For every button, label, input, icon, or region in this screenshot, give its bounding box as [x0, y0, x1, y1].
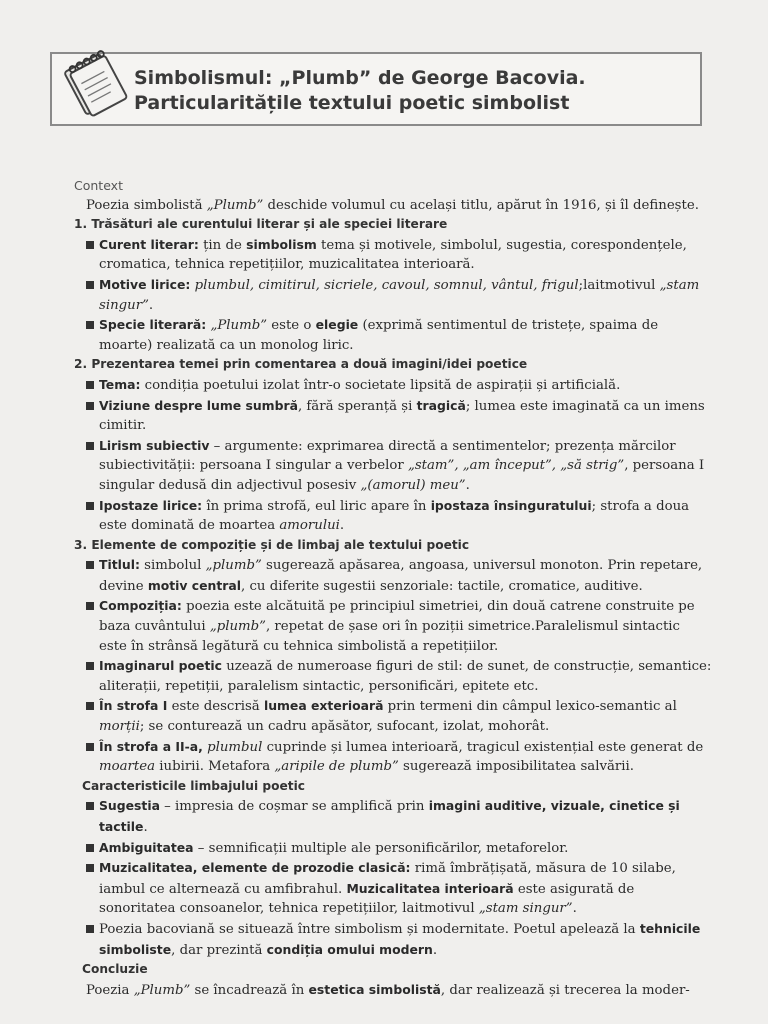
list-item: [86, 496, 712, 536]
list-item: [86, 596, 712, 656]
item-label: Lirism subiectiv: [99, 437, 210, 453]
bold-text: ipostaza însinguratului: [430, 497, 592, 513]
italic-text: plumbul, cimitirul, sicriele, cavoul, somnul, vântul, frigul: [194, 277, 579, 293]
text: ; se conturează un cadru apăsător, sufocant, izolat, mohorât.: [139, 719, 550, 735]
bold-text: imagini auditive, vizuale, cinetice și tactile: [99, 798, 680, 834]
text: este asigurată de sonoritatea consoanelor, tehnica repetițiilor, laitmotivul: [99, 881, 635, 917]
list-item: [86, 315, 712, 355]
text: ; lumea este imaginată ca un imens cimitir.: [99, 398, 705, 434]
text: țin de: [198, 237, 247, 253]
bullet-icon: [86, 925, 94, 933]
item-label: Ambiguitatea: [99, 839, 194, 855]
text: .: [465, 477, 470, 493]
item-label: Curent literar:: [99, 236, 199, 252]
text: ; strofa a doua este dominată de moartea: [99, 498, 690, 534]
text: , persoana I singular dedusă din adjectivul posesiv: [99, 458, 705, 493]
list-item: [86, 235, 712, 275]
italic-text: „Plumb”: [210, 318, 268, 334]
title-line-1: Simbolismul: „Plumb” de George Bacovia.: [134, 67, 586, 89]
italic-text: „plumb”: [205, 558, 262, 574]
text: (exprimă sentimentul de tristețe, spaima de moarte) realizată ca un monolog liric.: [99, 318, 659, 353]
text: , fără speranță și: [297, 398, 417, 414]
conclusion-paragraph: [52, 980, 712, 1001]
item-label: Sugestia: [99, 798, 160, 814]
italic-text: plumbul: [207, 739, 263, 755]
bold-text: simbolism: [246, 236, 317, 252]
text: uzează de numeroase figuri de stil: de sunet, de construcție, semantice: aliterații, repetiții, paralelism sintactic, personificări, epitete etc.: [99, 659, 712, 694]
text: „Plumb”: [206, 197, 264, 213]
item-label: În strofa a II-a,: [99, 738, 203, 754]
list-item: [86, 375, 712, 396]
section-heading-3: 3. Elemente de compoziție și de limbaj ale textului poetic: [74, 537, 470, 552]
text: – impresia de coșmar se amplifică prin: [159, 799, 429, 815]
text: .: [339, 518, 345, 534]
bold-text: tehnicile simboliste: [99, 920, 701, 957]
bold-text: Muzicalitatea interioară: [346, 880, 514, 896]
text: , dar realizează și trecerea la moder-: [440, 982, 690, 998]
bullet-icon: [86, 402, 94, 410]
text: deschide volumul cu același titlu, apărut în 1916, și îl definește.: [263, 197, 699, 213]
text: tema și motivele, simbolul, sugestia, corespondențele, cromatica, tehnica repetițiilor, muzicalitatea interioară.: [99, 237, 687, 273]
text: poezia este alcătuită pe principiul simetriei, din două catrene construite pe baza cuvântului: [99, 599, 695, 635]
text: rimă îmbrățișată, măsura de 10 silabe, iambul ce alternează cu amfibrahul.: [99, 861, 676, 897]
text: , dar prezintă: [171, 942, 267, 958]
text: sugerează apăsarea, angoasa, universul monoton. Prin repetare, devine: [99, 558, 703, 594]
italic-text: amorului: [279, 518, 340, 534]
bullet-icon: [86, 442, 94, 450]
item-label: Motive lirice:: [99, 276, 191, 292]
text: .: [143, 820, 148, 835]
notebook-icon: [58, 46, 128, 118]
item-label: Muzicalitatea, elemente de prozodie clasică:: [99, 860, 411, 876]
text: .: [432, 942, 438, 958]
text: în prima strofă, eul liric apare în: [202, 498, 431, 514]
list-item: [86, 919, 712, 960]
text: – argumente: exprimarea directă a sentimentelor; prezența mărcilor subiectivității: persoana I singular a verbelor: [99, 438, 676, 474]
context-paragraph: [52, 196, 712, 216]
italic-text: „aripile de plumb”: [274, 759, 399, 775]
text: prin termeni din câmpul lexico-semantic al: [383, 699, 677, 715]
text: .: [572, 901, 577, 917]
italic-text: „plumb”: [209, 619, 266, 635]
list-item: [86, 555, 712, 596]
bullet-icon: [86, 381, 94, 389]
text: simbolul: [139, 558, 206, 574]
item-label: Compoziția:: [99, 598, 182, 614]
bullet-icon: [86, 662, 94, 670]
list-item: [86, 696, 712, 736]
bullet-icon: [86, 702, 94, 710]
section-heading-4: Caracteristicile limbajului poetic: [82, 778, 305, 793]
item-label: Imaginarul poetic: [99, 658, 222, 674]
text: sugerează imposibilitatea salvării.: [398, 759, 634, 775]
text: .: [148, 297, 154, 313]
bullet-icon: [86, 844, 94, 852]
text: cuprinde și lumea interioară, tragicul existențial este generat de: [262, 739, 704, 755]
bullet-icon: [86, 502, 94, 510]
text: este descrisă: [167, 699, 264, 715]
bold-text: elegie: [315, 317, 359, 333]
italic-text: moartea: [99, 759, 156, 775]
text: – semnificații multiple ale personificărilor, metaforelor.: [193, 840, 569, 856]
item-label: Viziune despre lume sumbră: [99, 397, 298, 413]
bullet-icon: [86, 864, 94, 872]
item-label: Titlul:: [99, 557, 140, 573]
italic-text: morții: [99, 719, 140, 735]
italic-text: „Plumb”: [133, 982, 191, 998]
text: , repetat de șase ori în poziții simetrice.Paralelismul sintactic este în strânsă legătură cu tehnica simbolistă a repetițiilor.: [99, 619, 680, 654]
text: , cu diferite sugestii senzoriale: tactile, cromatice, auditive.: [241, 578, 643, 594]
list-item: [86, 838, 712, 859]
bullet-icon: [86, 602, 94, 610]
document-body: [52, 176, 712, 1000]
list-item: [86, 737, 712, 777]
bold-text: estetica simbolistă: [308, 981, 441, 997]
bullet-icon: [86, 241, 94, 249]
italic-text: „stam”, „am început”, „să strig”: [407, 458, 625, 474]
text: iubirii. Metafora: [155, 759, 275, 775]
text: condiția poetului izolat într-o societate lipsită de aspirații și artificială.: [140, 377, 621, 393]
italic-text: „stam singur”: [478, 901, 573, 917]
page-title: [134, 66, 694, 116]
text: Poezia simbolistă: [86, 197, 207, 213]
list-item: [86, 858, 712, 919]
list-item: [86, 436, 712, 496]
section-heading-1: 1. Trăsături ale curentului literar și ale speciei literare: [74, 217, 448, 232]
text: Poezia bacoviană se situează între simbolism și modernitate. Poetul apelează la: [99, 921, 640, 937]
item-label: Tema:: [99, 376, 141, 392]
bold-text: tragică: [416, 397, 466, 413]
list-item: [86, 275, 712, 315]
list-item: [86, 796, 712, 837]
item-label: Specie literară:: [99, 317, 207, 333]
text: ;laitmotivul: [578, 277, 660, 293]
item-label: Ipostaze lirice:: [99, 497, 203, 513]
bullet-icon: [86, 802, 94, 810]
context-label: Context: [74, 178, 123, 193]
bullet-icon: [86, 743, 94, 751]
section-heading-2: 2. Prezentarea temei prin comentarea a două imagini/idei poetice: [74, 357, 528, 372]
item-label: În strofa I: [99, 698, 168, 714]
bullet-icon: [86, 321, 94, 329]
title-line-2: Particularitățile textului poetic simbolist: [134, 92, 570, 114]
italic-text: „stam singur”: [99, 277, 700, 313]
bold-text: condiția omului modern: [266, 941, 433, 957]
text: este o: [267, 318, 316, 334]
italic-text: „(amorul) meu”: [360, 477, 466, 493]
text: se încadrează în: [190, 982, 309, 998]
bold-text: lumea exterioară: [263, 698, 384, 714]
bullet-icon: [86, 281, 94, 289]
text: Poezia: [86, 982, 134, 998]
bullet-icon: [86, 561, 94, 569]
bold-text: motiv central: [147, 577, 242, 593]
conclusion-heading: Concluzie: [82, 962, 148, 977]
list-item: [86, 396, 712, 436]
list-item: [86, 656, 712, 696]
